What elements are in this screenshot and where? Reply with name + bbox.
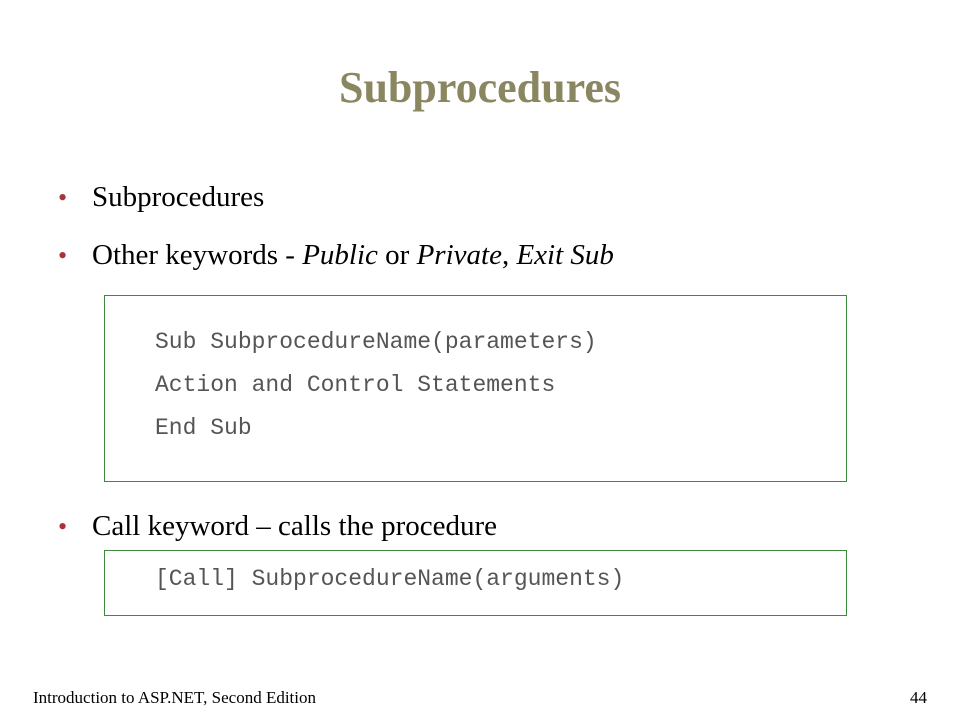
page-number: 44 [910,688,927,707]
code-line: Action and Control Statements [155,372,556,398]
code-block-sub-syntax [104,295,847,482]
keyword-exit-sub: Exit Sub [516,239,614,271]
bullet-text-prefix: Other keywords - [92,239,303,271]
keyword-private: Private [416,239,502,271]
slide-title: Subprocedures [338,63,621,112]
bullet-icon: • [58,241,68,270]
code-line: End Sub [155,415,252,441]
bullet-item-other-keywords [58,237,614,274]
keyword-public: Public [302,239,378,271]
bullet-icon: • [58,183,68,212]
bullet-text: Subprocedures [92,181,265,213]
bullet-item-subprocedures [58,179,264,216]
bullet-text-connector: or [377,239,417,271]
code-line: [Call] SubprocedureName(arguments) [155,566,625,592]
code-block-call-syntax [104,550,847,616]
code-line: Sub SubprocedureName(parameters) [155,329,597,355]
bullet-text-separator: , [501,239,517,271]
bullet-text: Call keyword – calls the procedure [92,510,498,542]
bullet-item-call-keyword [58,508,497,545]
bullet-icon: • [58,512,68,541]
footer-title: Introduction to ASP.NET, Second Edition [33,688,317,707]
